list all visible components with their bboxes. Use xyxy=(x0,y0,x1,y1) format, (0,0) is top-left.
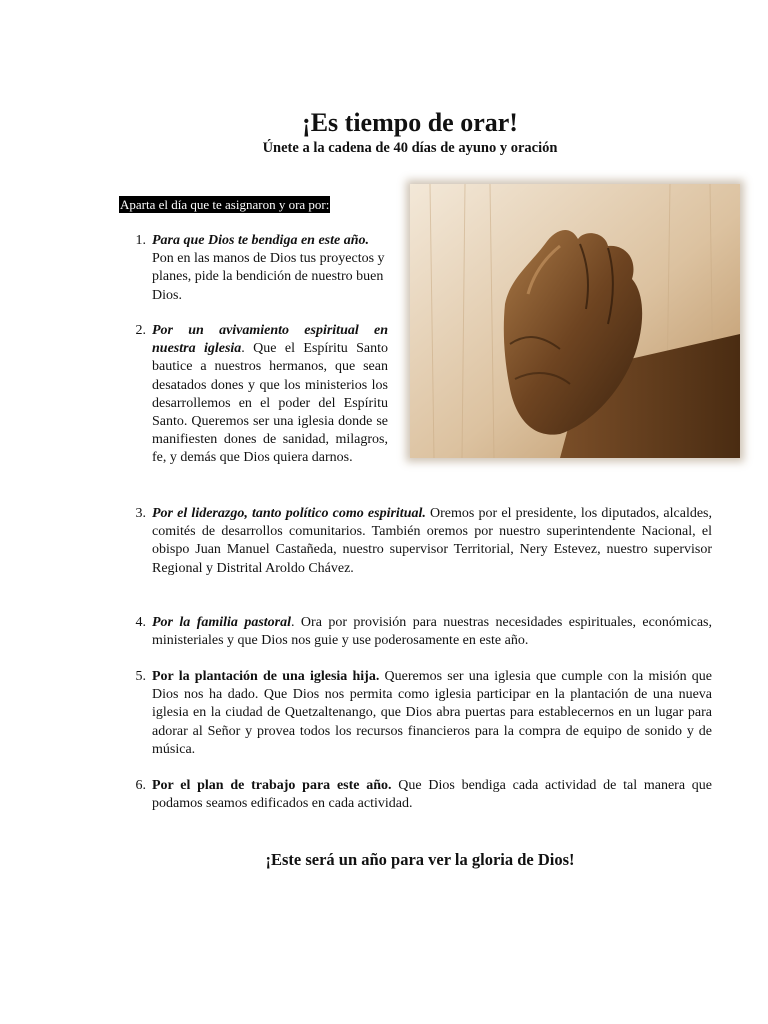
list-item xyxy=(135,232,388,305)
page-subtitle: Únete a la cadena de 40 días de ayuno y oración xyxy=(262,140,558,156)
item-text: . Que el Espíritu Santo bautice a nuestros hermanos, que sean desatados dones y que los ministerios los desarrollemos en el poder del Espíritu Santo. Queremos ser una iglesia donde se manifiesten dones de sanidad, milagros, fe, y demás que Dios quiera darnos. xyxy=(152,341,388,466)
item-heading: Por el liderazgo, tanto político como espiritual. xyxy=(152,506,426,521)
item-heading: Por un avivamiento espiritual en nuestra iglesia xyxy=(152,323,388,357)
list-item xyxy=(135,614,712,650)
item-heading: Por la plantación de una iglesia hija. xyxy=(152,669,380,684)
item-heading: Por la familia pastoral xyxy=(152,615,292,630)
praying-hands-photo xyxy=(410,184,740,458)
list-item xyxy=(135,668,712,759)
page-title: ¡Es tiempo de orar! xyxy=(302,108,518,137)
item-number: 6. xyxy=(135,778,146,793)
intro-banner: Aparta el día que te asignaron y ora por: xyxy=(120,197,330,212)
list-item xyxy=(135,777,712,813)
item-number: 1. xyxy=(135,233,146,248)
list-item xyxy=(135,322,388,468)
item-number: 4. xyxy=(135,615,146,630)
item-text: Queremos ser una iglesia que cumple con la misión que Dios nos ha dado. Que Dios nos permita como iglesia participar en la plantación de una nueva iglesia en la ciudad de Quetzaltenango, que Dios abra puertas para establecernos en un lugar para adorar al Señor y provea todos los recursos financieros para la compra de equipo de sonido y de música. xyxy=(152,669,712,757)
item-text: Pon en las manos de Dios tus proyectos y planes, pide la bendición de nuestro buen Dios. xyxy=(152,251,385,303)
item-number: 2. xyxy=(135,323,146,338)
item-number: 5. xyxy=(135,669,146,684)
list-item xyxy=(135,505,713,578)
closing-statement: ¡Este será un año para ver la gloria de Dios! xyxy=(265,850,575,869)
item-text: Oremos por el presidente, los diputados, alcaldes, comités de desarrollos comunitarios. También oremos por nuestro superintendente Nacional, el obispo Juan Manuel Castañeda, nuestro supervisor Territorial, Nery Estevez, nuestro supervisor Regional y Distrital Aroldo Chávez. xyxy=(152,506,713,576)
item-number: 3. xyxy=(135,506,146,521)
item-text: Que Dios bendiga cada actividad de tal manera que podamos seamos edificados en cada actividad. xyxy=(152,778,712,812)
item-text: . Ora por provisión para nuestras necesidades espirituales, económicas, ministeriales y que Dios nos guie y use poderosamente en este año. xyxy=(152,615,712,649)
item-heading: Por el plan de trabajo para este año. xyxy=(152,778,392,793)
item-heading: Para que Dios te bendiga en este año. xyxy=(152,233,369,248)
